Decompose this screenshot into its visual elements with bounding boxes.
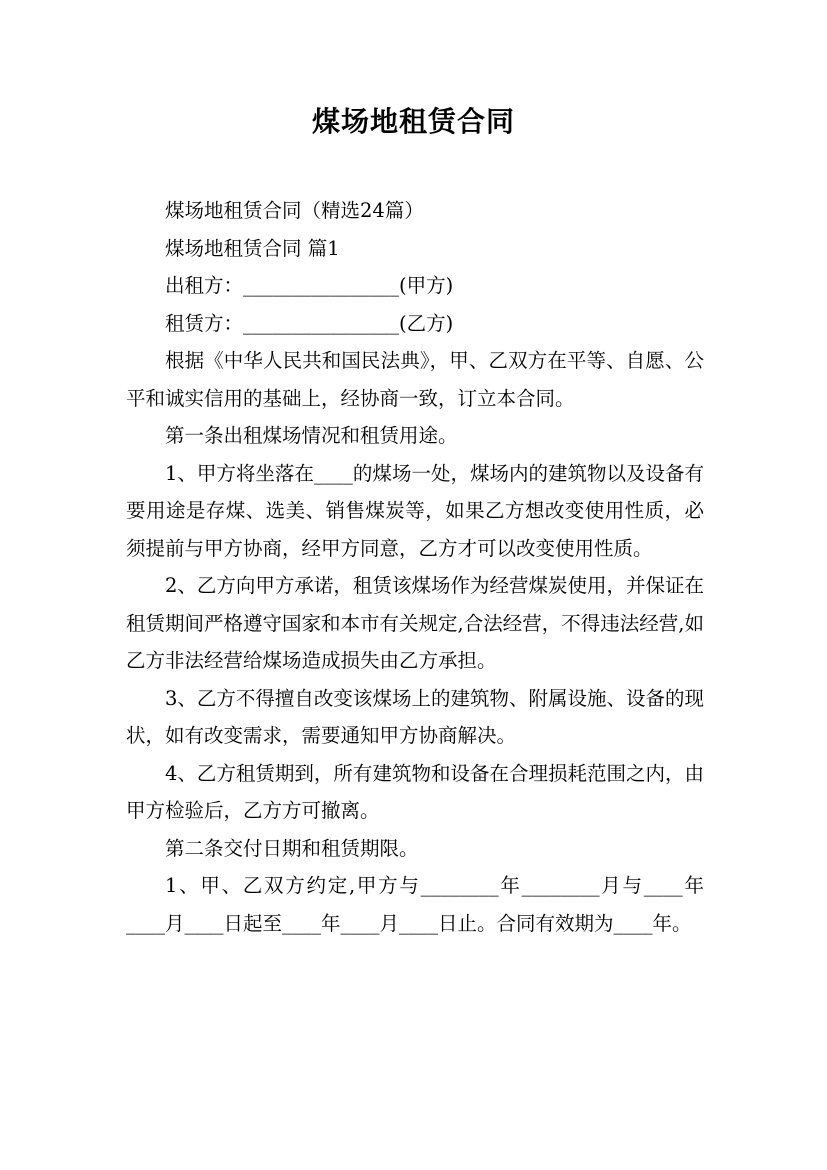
paragraph-preamble: 根据《中华人民共和国民法典》，甲、乙双方在平等、自愿、公平和诚实信用的基础上，经协商一致，订立本合同。 [126,349,704,410]
paragraph-lessor: 出租方：________________(甲方) [165,274,454,297]
paragraph-subtitle: 煤场地租赁合同（精选24篇） [165,199,424,222]
paragraph-article-1-item-1: 1、甲方将坐落在____的煤场一处，煤场内的建筑物以及设备有要用途是存煤、选美、销售煤炭等，如果乙方想改变使用性质，必须提前与甲方协商，经甲方同意，乙方才可以改变使用性质。 [126,461,704,560]
document-body [126,192,704,942]
paragraph-article-2-item-1: 1、甲、乙双方约定,甲方与________年________月与____年____月____日起至____年____月____日止。合同有效期为____年。 [126,874,704,935]
paragraph-article-1-heading: 第一条出租煤场情况和租赁用途。 [165,424,458,447]
paragraph-section-heading: 煤场地租赁合同 篇1 [165,236,340,260]
document-title: 煤场地租赁合同 [311,105,515,138]
paragraph-article-1-item-3: 3、乙方不得擅自改变该煤场上的建筑物、附属设施、设备的现状，如有改变需求，需要通知甲方协商解决。 [126,686,704,747]
paragraph-article-2-heading: 第二条交付日期和租赁期限。 [165,836,419,860]
paragraph-article-1-item-4: 4、乙方租赁期到，所有建筑物和设备在合理损耗范围之内，由甲方检验后，乙方方可撤离。 [126,761,704,822]
paragraph-lessee: 租赁方：________________(乙方) [165,311,454,335]
paragraph-article-1-item-2: 2、乙方向甲方承诺，租赁该煤场作为经营煤炭使用，并保证在租赁期间严格遵守国家和本市有关规定,合法经营，不得违法经营,如乙方非法经营给煤场造成损失由乙方承担。 [126,574,704,672]
